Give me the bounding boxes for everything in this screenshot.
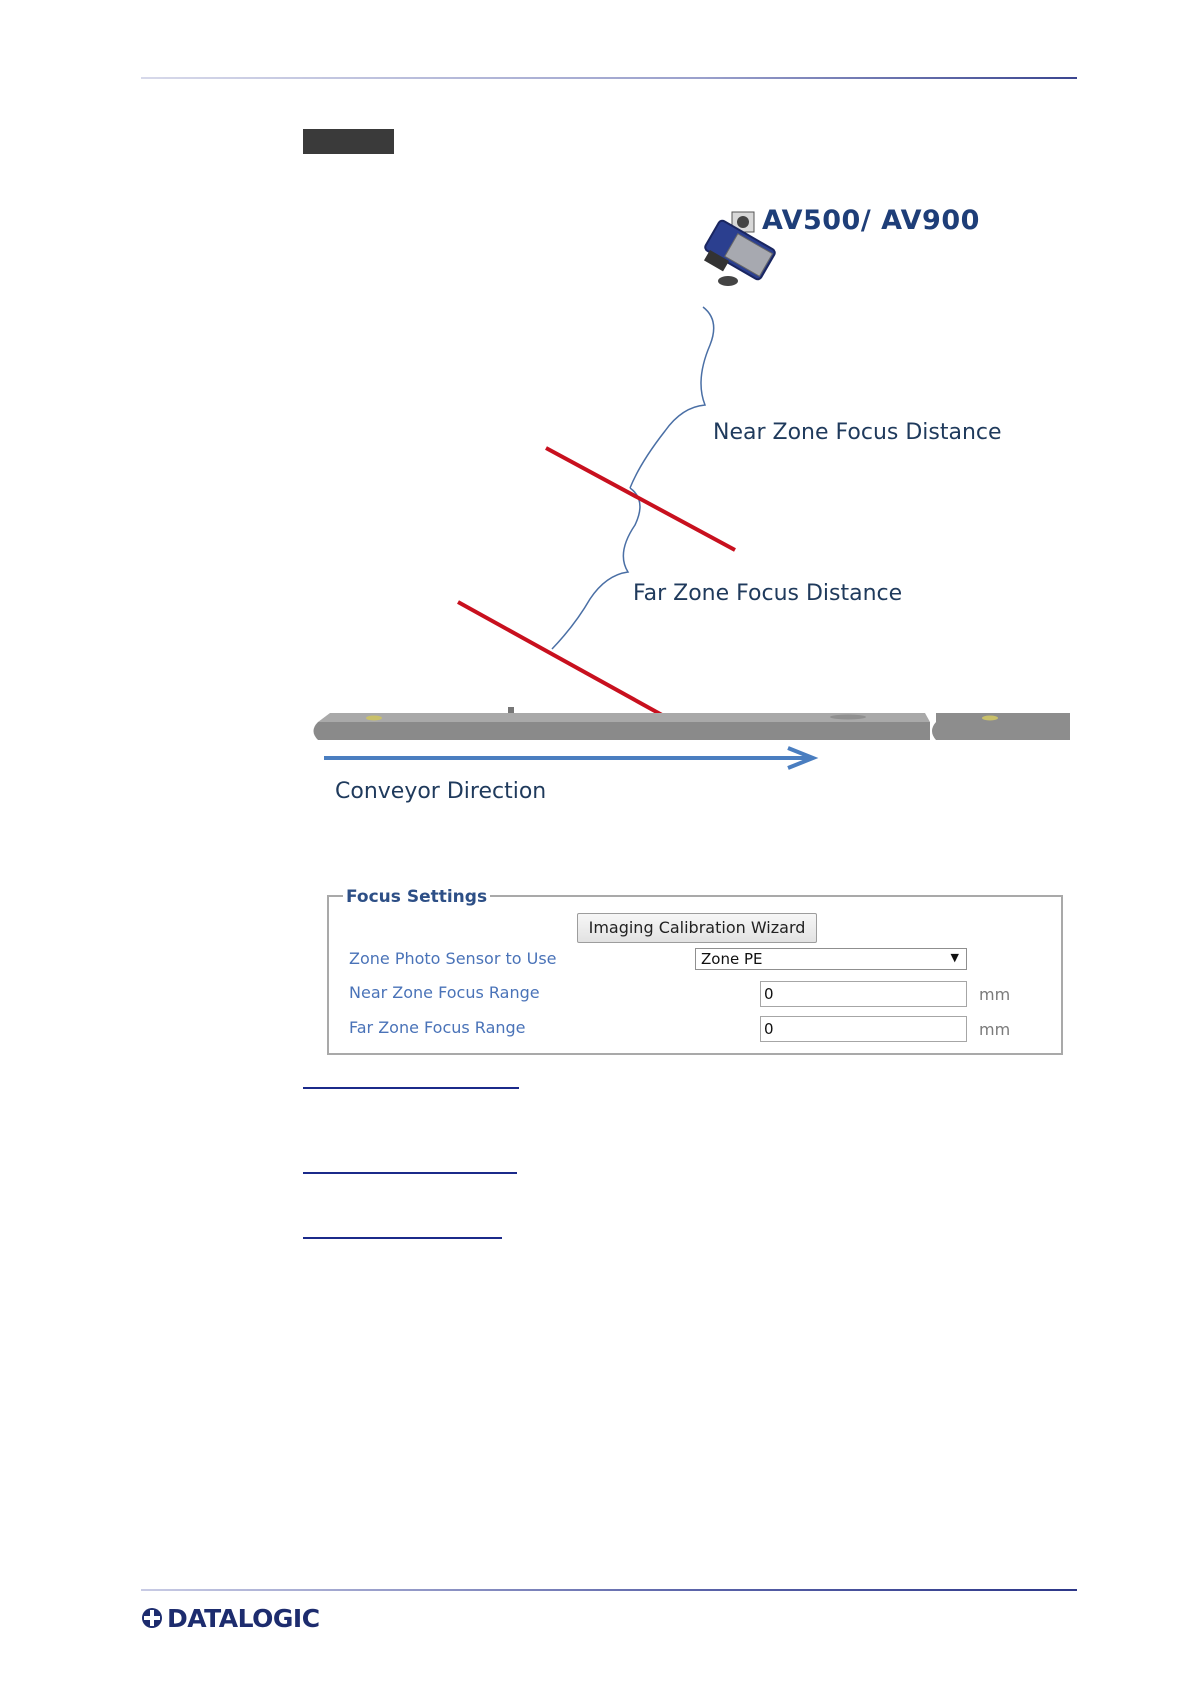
zone-photo-sensor-select[interactable] bbox=[695, 948, 967, 970]
hyperlink-underline[interactable] bbox=[303, 1237, 502, 1239]
redacted-label-block bbox=[303, 129, 394, 154]
far-zone-brace bbox=[552, 488, 640, 649]
datalogic-logo bbox=[141, 1605, 320, 1631]
diagram-graphic bbox=[310, 195, 1070, 835]
imaging-calibration-wizard-button[interactable]: Imaging Calibration Wizard bbox=[577, 913, 817, 943]
zone-select-value: Zone PE bbox=[701, 950, 763, 968]
chevron-down-icon: ▼ bbox=[950, 951, 959, 964]
near-zone-label: Near Zone Focus Distance bbox=[713, 420, 1002, 445]
focus-zone-diagram bbox=[310, 195, 1070, 835]
hyperlink-underline[interactable] bbox=[303, 1087, 519, 1089]
datalogic-mark-icon bbox=[141, 1607, 163, 1629]
far-zone-focus-range-label: Far Zone Focus Range bbox=[349, 1018, 526, 1037]
far-range-unit: mm bbox=[979, 1020, 1011, 1039]
hyperlink-underline[interactable] bbox=[303, 1172, 517, 1174]
conveyor-direction-label: Conveyor Direction bbox=[335, 779, 547, 804]
near-zone-focus-range-input[interactable] bbox=[760, 981, 967, 1007]
header-rule bbox=[141, 77, 1077, 79]
far-zone-line bbox=[458, 602, 662, 715]
conveyor-belt bbox=[314, 707, 1071, 740]
focus-settings-panel bbox=[327, 887, 1063, 1055]
far-zone-label: Far Zone Focus Distance bbox=[633, 581, 903, 606]
zone-photo-sensor-label: Zone Photo Sensor to Use bbox=[349, 949, 557, 968]
brand-name: DATALOGIC bbox=[167, 1603, 320, 1633]
focus-settings-legend: Focus Settings bbox=[343, 887, 490, 907]
near-zone-brace bbox=[630, 307, 714, 488]
near-zone-focus-range-label: Near Zone Focus Range bbox=[349, 983, 540, 1002]
footer-rule bbox=[141, 1589, 1077, 1591]
near-zone-line bbox=[546, 448, 735, 550]
near-range-unit: mm bbox=[979, 985, 1011, 1004]
scanner-model-label: AV500/ AV900 bbox=[762, 205, 980, 236]
conveyor-direction-arrow bbox=[324, 748, 813, 768]
far-zone-focus-range-input[interactable] bbox=[760, 1016, 967, 1042]
